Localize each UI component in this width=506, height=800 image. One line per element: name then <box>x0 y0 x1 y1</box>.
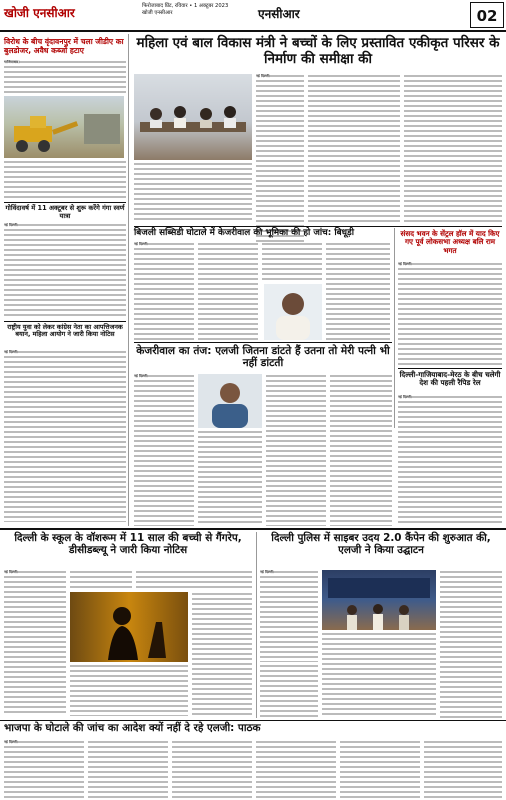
story-body <box>4 350 126 522</box>
divider <box>0 720 506 721</box>
story-byline: नई दिल्ली। <box>134 242 149 246</box>
story-body <box>4 223 126 319</box>
divider <box>4 202 126 203</box>
divider <box>4 321 126 322</box>
story-headline: दिल्ली पुलिस में साइबर उदय 2.0 कैंपेन की शुरुआत की, एलजी ने किया उद्घाटन <box>271 532 491 556</box>
story-body <box>440 570 502 718</box>
divider <box>398 368 502 369</box>
story-body <box>424 740 502 798</box>
story-body <box>256 740 336 798</box>
story-body <box>330 374 392 526</box>
story-body <box>4 60 126 96</box>
column-divider <box>394 228 395 428</box>
newspaper-logo: खोजी एनसीआर <box>4 6 75 20</box>
story-body <box>398 262 502 366</box>
story-headline: केजरीवाल का तंज: एलजी जितना डांटते हैं उतना तो मेरी पत्नी भी नहीं डांटती <box>136 345 390 370</box>
issue-info <box>142 3 262 17</box>
story-body <box>308 74 400 224</box>
story-byline: नई दिल्ली। <box>134 374 149 378</box>
story-body <box>192 592 252 716</box>
story-body <box>198 242 258 340</box>
story-body <box>266 374 326 526</box>
meeting-photo <box>134 74 252 160</box>
story-headline: संसद भवन के सेंट्रल हॉल में याद किए गए पूर्व लोकसभा अध्यक्ष बलि राम भगत <box>400 229 500 255</box>
lead-headline: महिला एवं बाल विकास मंत्री ने बच्चों के लिए प्रस्तावित एकीकृत परिसर के निर्माण की समीक्षा की <box>136 35 500 67</box>
story-body <box>88 740 168 798</box>
story-headline: बिजली सब्सिडी घोटाले में केजरीवाल की भूमिका की हो जांच: बिधूड़ी <box>134 228 355 238</box>
story-body <box>404 74 502 224</box>
divider <box>134 226 502 227</box>
bulldozer-image <box>4 96 124 158</box>
portrait-image <box>264 284 322 340</box>
stage-image <box>322 570 436 630</box>
story-body <box>134 242 194 340</box>
divider <box>134 342 392 343</box>
crying-girl-image <box>70 592 188 662</box>
story-body <box>70 570 132 590</box>
divider <box>0 528 506 530</box>
story-headline: दिल्ली के स्कूल के वॉशरूम में 11 साल की बच्ची से गैंगरेप, डीसीडब्ल्यू ने जारी किया नोटिस <box>14 532 242 556</box>
story-headline: भाजपा के घोटाले की जांच का आदेश क्यों नहीं दे रहे एलजी: पाठक <box>4 722 261 734</box>
story-body <box>4 160 126 200</box>
story-body <box>398 395 502 526</box>
story-body <box>260 664 318 718</box>
story-body <box>256 74 304 244</box>
story-headline: विरोध के बीच वृंदावनपुर में चला जीडीए का बुलडोजर, अवैध कब्जों हटाए <box>4 37 124 55</box>
story-body <box>172 740 252 798</box>
story-headline: गोविंदावर्ष में 11 अक्टूबर से शुरू करेंगे गंगा स्वर्ण यात्रा <box>5 204 125 220</box>
story-body <box>340 740 420 798</box>
column-divider <box>128 34 129 526</box>
story-body <box>134 162 252 220</box>
story-byline: नई दिल्ली। <box>398 262 413 266</box>
section-name: एनसीआर <box>258 7 300 21</box>
story-body <box>70 664 188 716</box>
story-byline: गाजियाबाद। <box>4 60 20 64</box>
story-byline: नई दिल्ली। <box>398 395 413 399</box>
issue-date: फिरोजाबाद प्रिंट, रविवार • 1 अक्टूबर 2023 <box>142 3 229 9</box>
kejriwal-photo <box>198 374 262 428</box>
story-body <box>4 740 84 798</box>
story-body <box>136 570 252 590</box>
story-body <box>260 570 318 662</box>
illustration-photo <box>70 592 188 662</box>
story-byline: नई दिल्ली। <box>260 570 275 574</box>
story-byline: नई दिल्ली। <box>4 350 19 354</box>
story-byline: नई दिल्ली। <box>256 74 271 78</box>
story-body <box>134 374 194 526</box>
issue-title: खोजी एनसीआर <box>142 10 173 16</box>
story-byline: नई दिल्ली। <box>4 223 19 227</box>
portrait-image <box>198 374 262 428</box>
story-body <box>4 570 66 716</box>
story-body <box>198 430 262 526</box>
story-body <box>322 632 436 718</box>
cyber-event-photo <box>322 570 436 630</box>
column-divider <box>256 532 257 718</box>
story-headline: राष्ट्रीय युवा को लेकर कांग्रेस नेता का आपत्तिजनक बयान, महिला आयोग ने जारी किया नोटिस <box>7 323 123 339</box>
story-byline: नई दिल्ली। <box>4 570 19 574</box>
bulldozer-photo <box>4 96 124 158</box>
story-byline: नई दिल्ली। <box>4 740 19 744</box>
meeting-image <box>134 74 252 160</box>
page-number: 02 <box>470 2 504 28</box>
story-headline: दिल्ली-गाजियाबाद-मेरठ के बीच चलेगी देश की पहली रैपिड रेल <box>399 370 501 388</box>
story-body <box>326 242 390 340</box>
story-body <box>262 242 322 282</box>
bidhuri-photo <box>264 284 322 340</box>
